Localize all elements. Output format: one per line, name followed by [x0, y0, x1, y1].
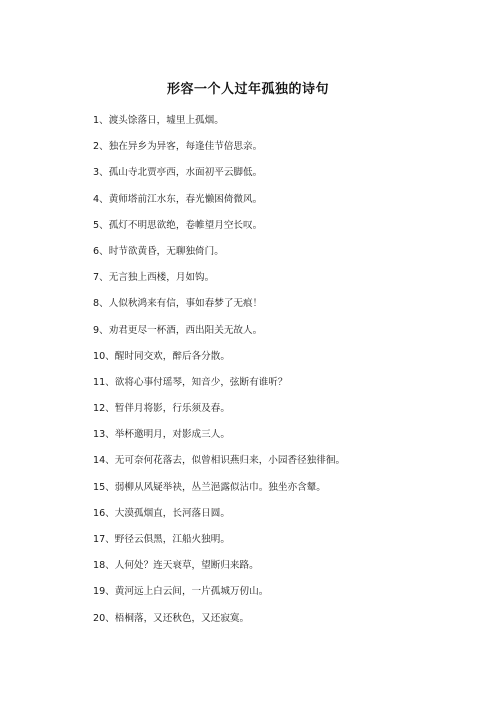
poem-line-17: 17、野径云俱黑，江船火独明。: [93, 534, 230, 545]
poem-line-18: 18、人何处？连天衰草，望断归来路。: [93, 560, 259, 572]
poem-line-4: 4、黄师塔前江水东，春光懒困倚微风。: [93, 193, 263, 205]
poem-line-10: 10、醒时同交欢，醉后各分散。: [93, 350, 230, 362]
poem-line-1: 1、渡头馀落日，墟里上孤烟。: [93, 115, 224, 126]
poem-line-20: 20、梧桐落，又还秋色，又还寂寞。: [93, 612, 250, 624]
document-title: 形容一个人过年孤独的诗句: [166, 82, 329, 97]
poem-line-2: 2、独在异乡为异客，每逢佳节倍思亲。: [93, 141, 263, 153]
poem-line-14: 14、无可奈何花落去，似曾相识燕归来，小园香径独徘徊。: [93, 455, 346, 467]
poem-line-12: 12、暂伴月将影，行乐须及春。: [93, 403, 230, 415]
poem-line-9: 9、劝君更尽一杯酒，西出阳关无故人。: [93, 324, 263, 336]
poem-list: [93, 113, 345, 637]
poem-line-6: 6、时节欲黄昏，无聊独倚门。: [93, 245, 224, 257]
poem-line-3: 3、孤山寺北贾亭西，水面初平云脚低。: [93, 167, 263, 179]
poem-line-5: 5、孤灯不明思欲绝，卷帷望月空长叹。: [93, 219, 263, 231]
poem-line-19: 19、黄河远上白云间，一片孤城万仞山。: [93, 586, 269, 598]
poem-line-15: 15、弱柳从风疑举袂，丛兰浥露似沾巾。独坐亦含颦。: [93, 481, 326, 493]
poem-line-11: 11、欲将心事付瑶琴，知音少，弦断有谁听？: [93, 376, 288, 388]
poem-line-7: 7、无言独上西楼，月如钩。: [93, 272, 215, 284]
poem-line-13: 13、举杯邀明月，对影成三人。: [93, 429, 230, 441]
poem-line-8: 8、人似秋鸿来有信，事如春梦了无痕！: [93, 298, 263, 310]
poem-line-16: 16、大漠孤烟直，长河落日圆。: [93, 507, 230, 519]
